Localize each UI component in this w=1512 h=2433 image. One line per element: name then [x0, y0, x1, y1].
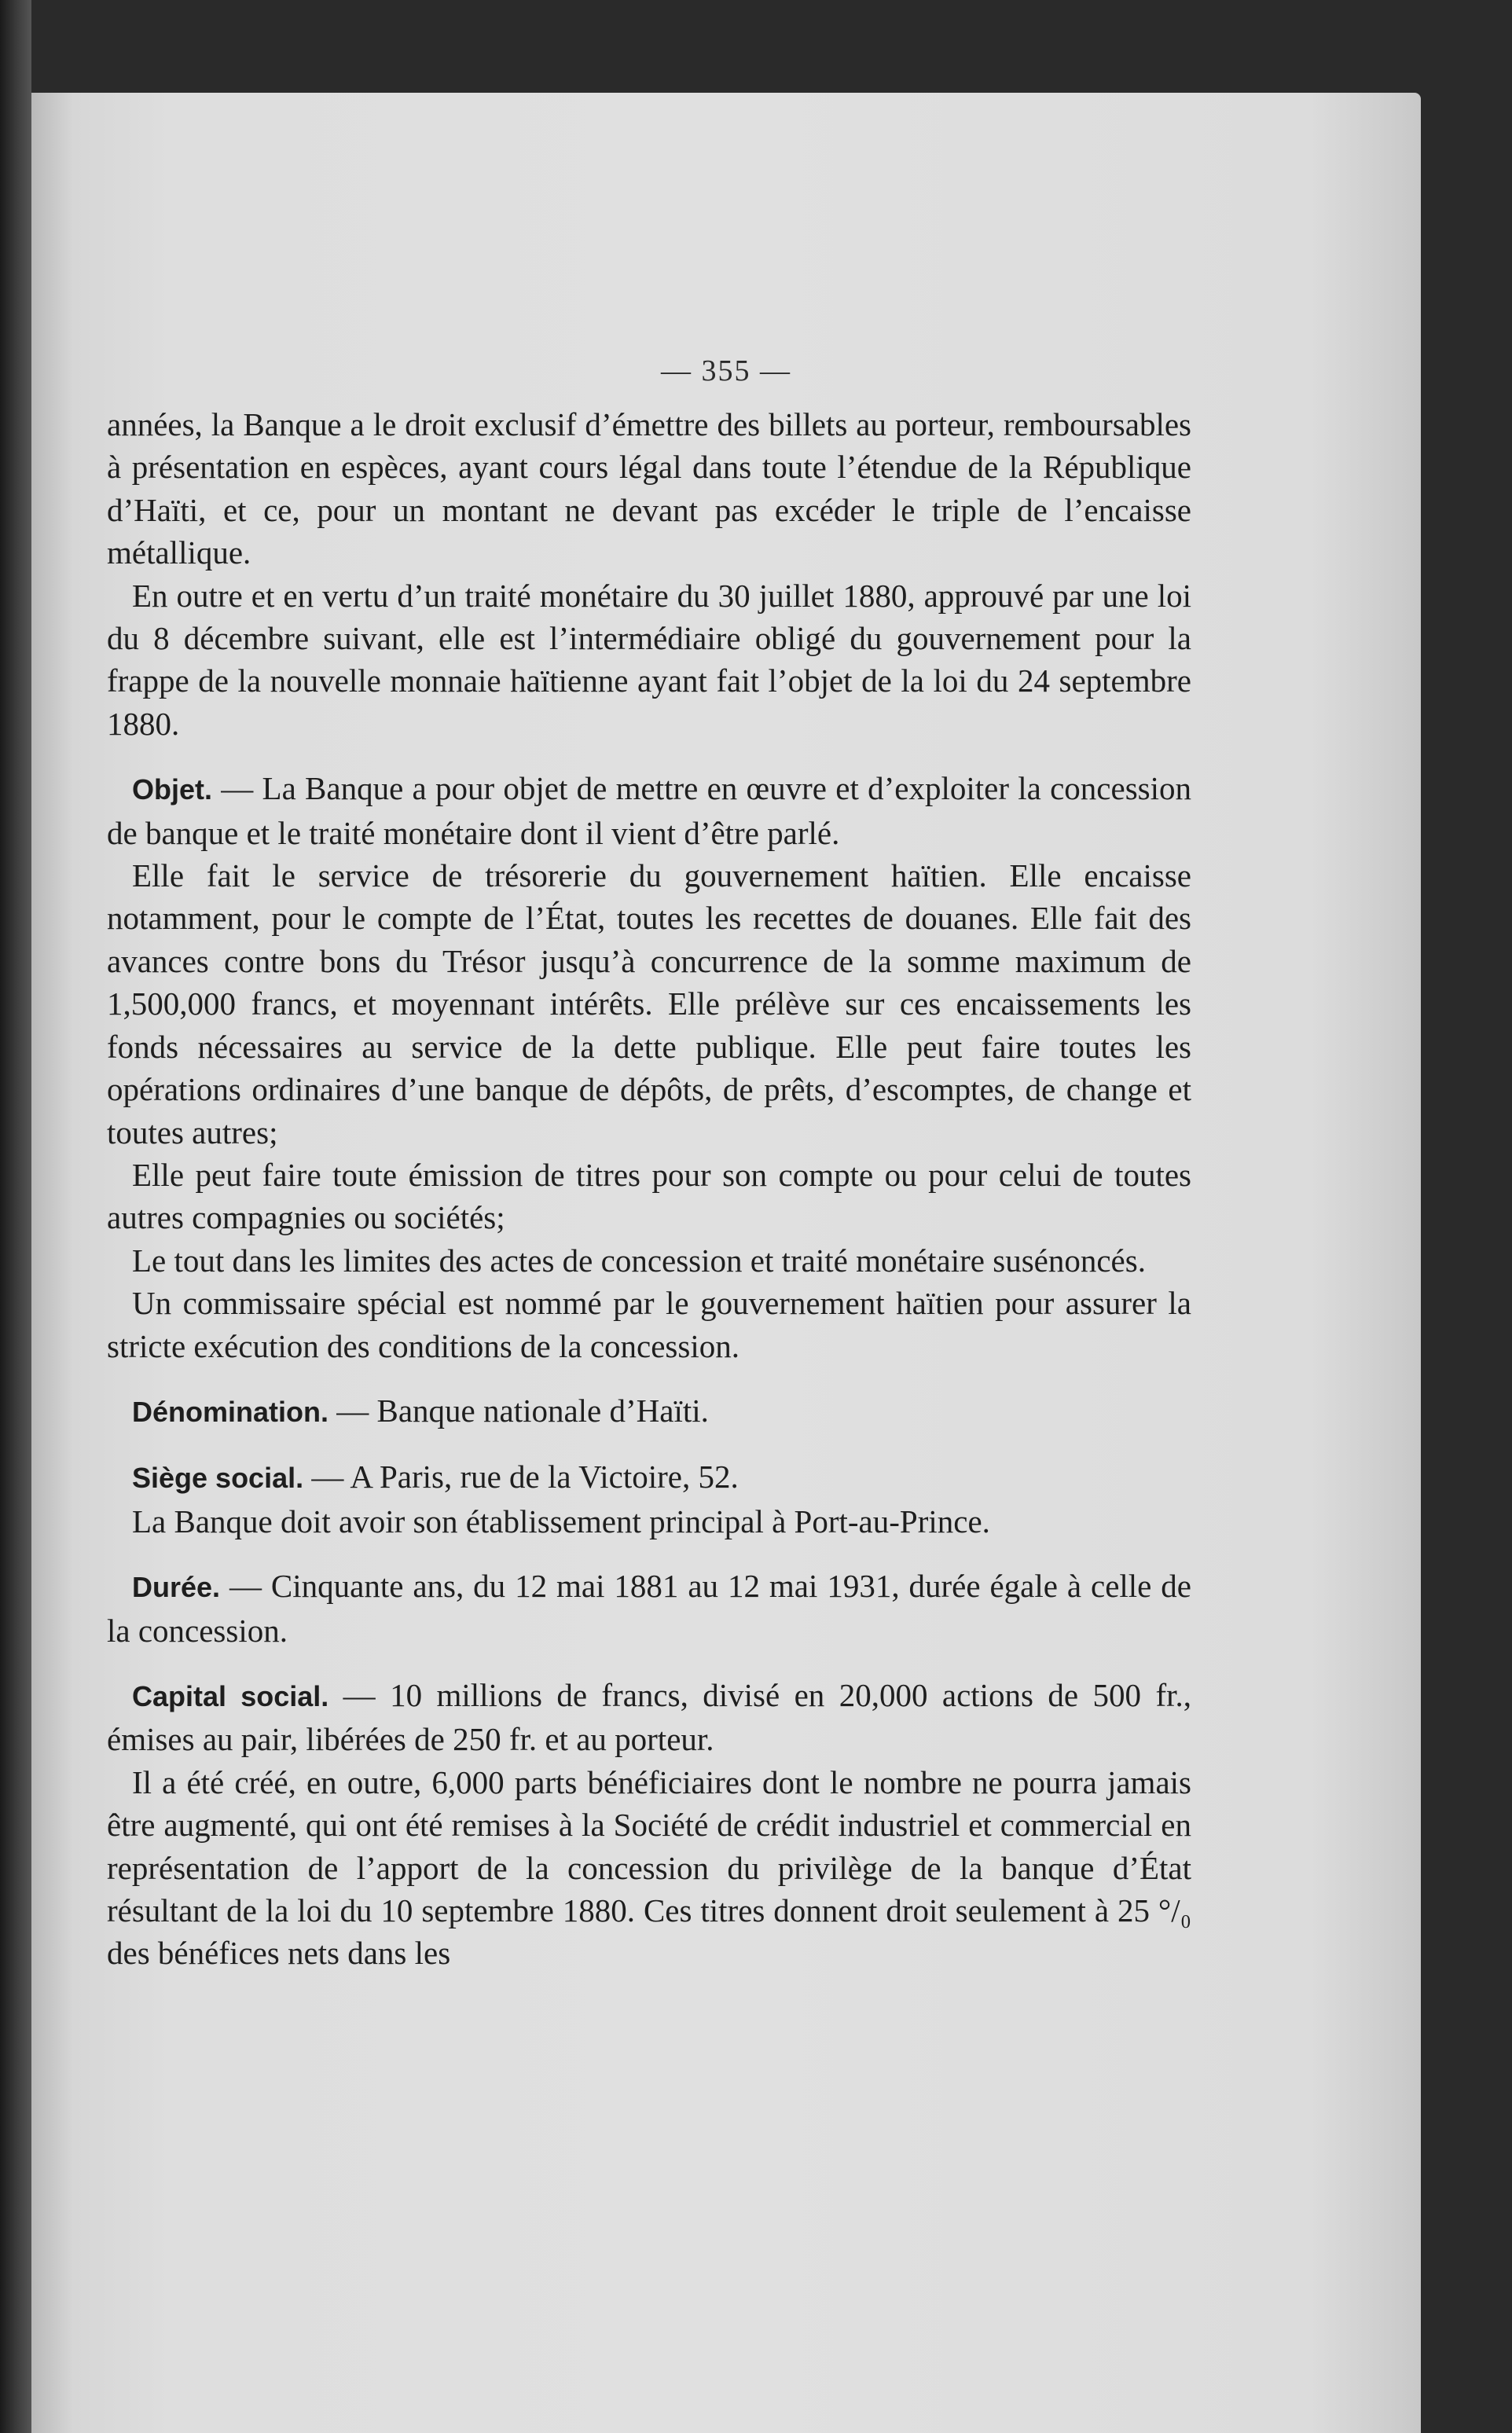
section-duree	[107, 1565, 1191, 1652]
section-denomination	[107, 1389, 1191, 1433]
book-page	[31, 93, 1421, 2433]
heading-siege-social: Siège social.	[132, 1462, 304, 1495]
text-capital-social: — 10 millions de francs, divisé en 20,000 actions de 500 fr., émises au pair, libérées de 250 fr. et au porteur.	[107, 1676, 1191, 1758]
text-duree: — Cinquante ans, du 12 mai 1881 au 12 mai 1931, durée égale à celle de la concession.	[107, 1568, 1191, 1649]
text-objet: — La Banque a pour objet de mettre en œuvre et d’exploiter la concession de banque et le traité monétaire dont il vient d’être parlé.	[107, 770, 1191, 851]
book-spine-shadow	[0, 0, 31, 2433]
paragraph-limites: Le tout dans les limites des actes de concession et traité monétaire susénoncés.	[132, 1242, 1146, 1279]
text-denomination: — Banque nationale d’Haïti.	[328, 1392, 709, 1429]
page-number: — 355 —	[661, 354, 791, 387]
heading-capital-social: Capital social.	[132, 1679, 329, 1712]
paragraph-etablissement: La Banque doit avoir son établissement principal à Port-au-Prince.	[132, 1503, 990, 1539]
text-siege-social: — A Paris, rue de la Victoire, 52.	[303, 1459, 739, 1495]
section-objet	[107, 767, 1191, 854]
paragraph-tresorerie: Elle fait le service de trésorerie du gouvernement haïtien. Elle encaisse notamment, pour le compte de l’État, toutes les recettes de douanes. Elle fait des avances contre bons du Trésor jusqu’à concurrence de la somme maximum de 1,500,000 francs, et moyennant intérêts. Elle prélève sur ces encaissements les fonds nécessaires au service de la dette publique. Elle peut faire toutes les opérations ordinaires d’une banque de dépôts, de prêts, d’escomptes, de change et toutes autres;	[107, 857, 1191, 1150]
page-body	[107, 403, 1191, 1975]
paragraph-parts-beneficiaires: Il a été créé, en outre, 6,000 parts bénéficiaires dont le nombre ne pourra jamais être augmenté, qui ont été remises à la Société de crédit industriel et commercial en représentation de l’apport de la concession du privilège de la banque d’État résultant de la loi du 10 septembre 1880. Ces titres donnent droit seulement à 25 °/₀ des bénéfices nets dans les	[107, 1763, 1191, 1972]
heading-denomination: Dénomination.	[132, 1395, 328, 1428]
section-capital-social	[107, 1674, 1191, 1761]
paragraph-commissaire: Un commissaire spécial est nommé par le gouvernement haïtien pour assurer la stricte exécution des conditions de la concession.	[107, 1285, 1191, 1364]
paragraph-continuation: années, la Banque a le droit exclusif d’émettre des billets au porteur, remboursables à présentation en espèces, ayant cours légal dans toute l’étendue de la République d’Haïti, et ce, pour un montant ne devant pas excéder le triple de l’encaisse métallique.	[107, 406, 1191, 571]
section-siege-social	[107, 1455, 1191, 1499]
heading-objet: Objet.	[132, 773, 213, 806]
heading-duree: Durée.	[132, 1571, 221, 1604]
paragraph-traite-monetaire: En outre et en vertu d’un traité monétaire du 30 juillet 1880, approuvé par une loi du 8 décembre suivant, elle est l’intermédiaire obligé du gouvernement pour la frappe de la nouvelle monnaie haïtienne ayant fait l’objet de la loi du 24 septembre 1880.	[107, 577, 1191, 742]
paragraph-emission: Elle peut faire toute émission de titres pour son compte ou pour celui de toutes autres compagnies ou sociétés;	[107, 1156, 1191, 1236]
